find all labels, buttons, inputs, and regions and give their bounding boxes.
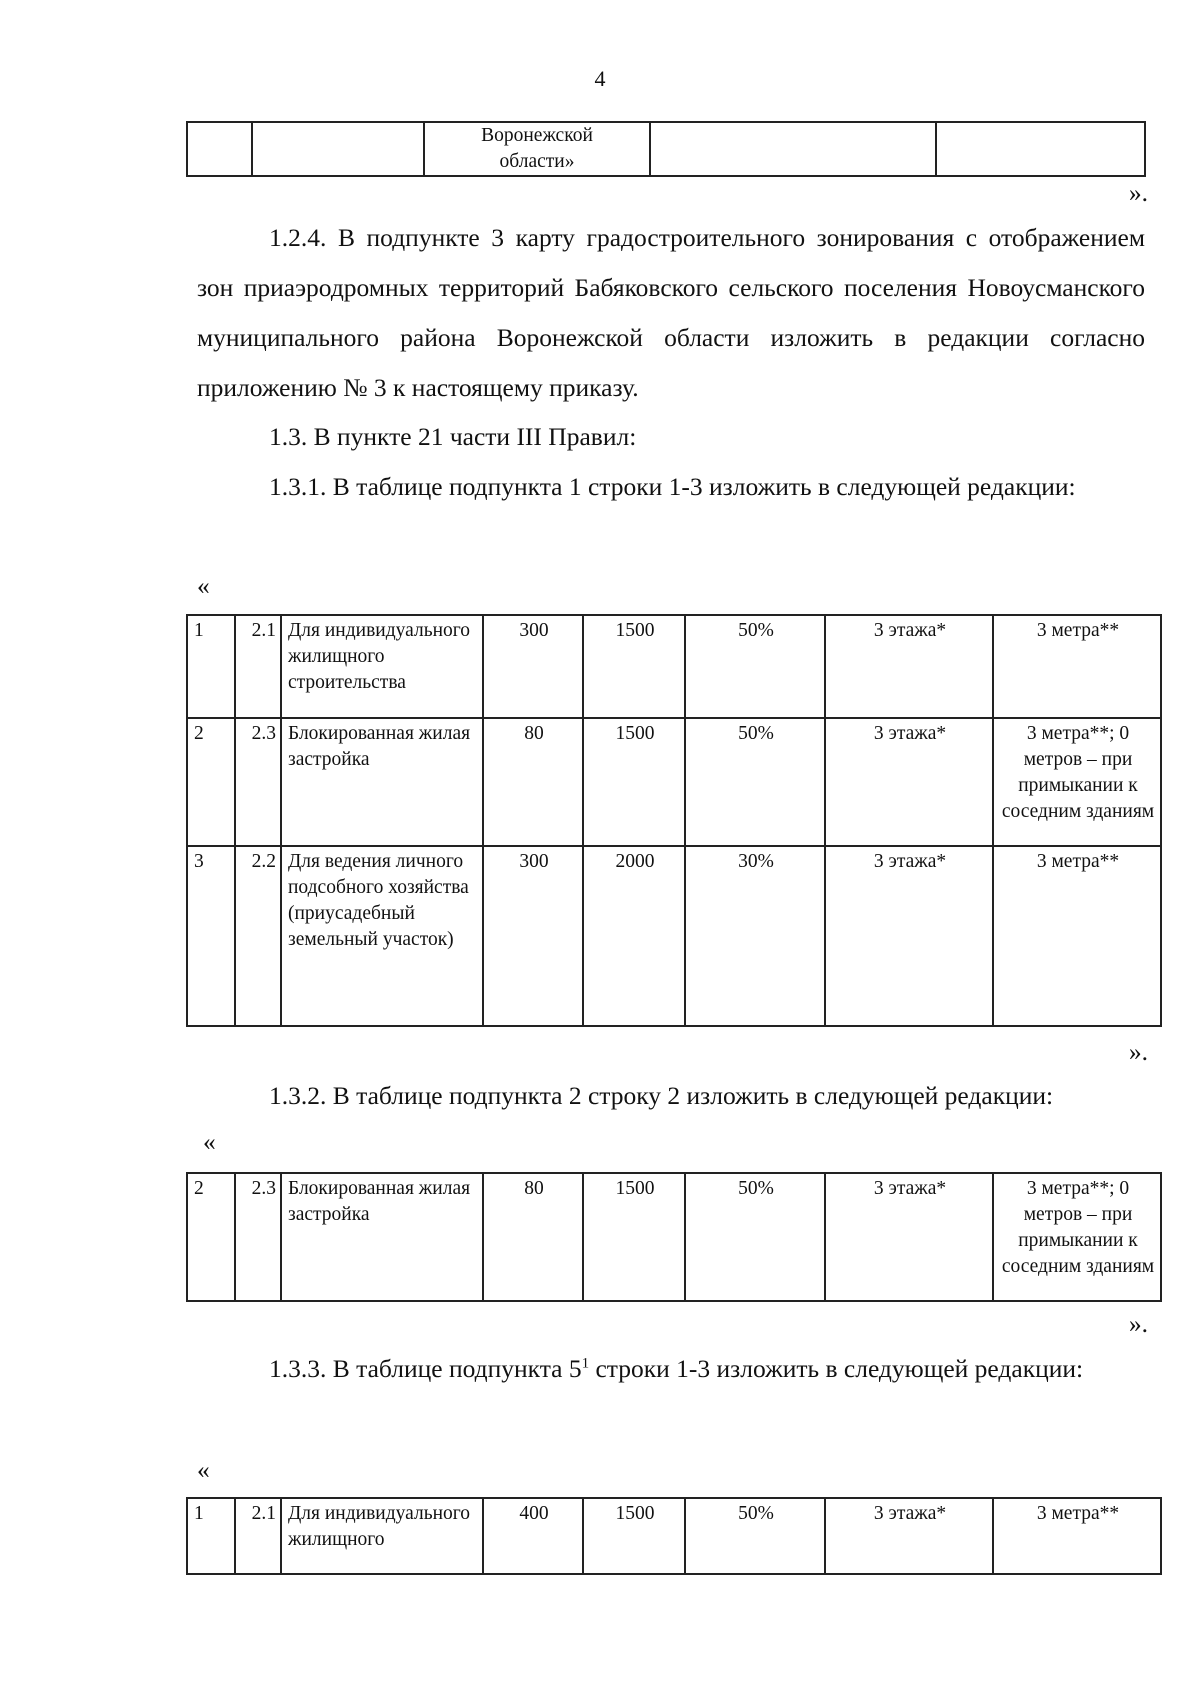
- table-cell: 1500: [583, 1498, 685, 1574]
- table-cell: 2: [187, 718, 235, 846]
- table-cell: 3 этажа*: [825, 1498, 993, 1574]
- paragraph-text: 1.3.1. В таблице подпункта 1 строки 1-3 изложить в следующей редакции:: [269, 472, 1076, 501]
- table-cell: 50%: [685, 615, 825, 718]
- table-row: [187, 718, 1161, 846]
- table-cell: 30%: [685, 846, 825, 1026]
- paragraph-text: 1.3.2. В таблице подпункта 2 строку 2 изложить в следующей редакции:: [269, 1081, 1054, 1110]
- paragraph-1-3-3: [197, 1344, 1145, 1394]
- table-row: [187, 122, 1145, 176]
- paragraph-1-3-2: [269, 1071, 1145, 1121]
- table-cell: 1500: [583, 615, 685, 718]
- table-cell: Для индивидуального жилищного строительства: [281, 615, 483, 718]
- paragraph-text: 1.2.4. В подпункте 3 карту градостроительного зонирования с отображением зон приаэродромных территорий Бабяковского сельского поселения Новоусманского муниципального района Воронежской области изложить в редакции согласно приложению № 3 к настоящему приказу.: [197, 223, 1145, 402]
- table-cell: 50%: [685, 1498, 825, 1574]
- table-subitem-2: [186, 1172, 1162, 1302]
- table-row: [187, 846, 1161, 1026]
- opening-quote: «: [203, 1127, 216, 1156]
- table-cell: Блокированная жилая застройка: [281, 718, 483, 846]
- table-cell: 2.2: [235, 846, 281, 1026]
- table-cell: 1: [187, 615, 235, 718]
- paragraph-text: 1.3. В пункте 21 части III Правил:: [269, 422, 637, 451]
- table-cell: 3 метра**: [993, 846, 1161, 1026]
- paragraph-text: 1.3.3. В таблице подпункта 5: [269, 1354, 582, 1383]
- table-row: [187, 1498, 1161, 1574]
- table-cell: 50%: [685, 718, 825, 846]
- table-cell: [187, 122, 252, 176]
- closing-quote: ».: [1128, 1309, 1148, 1338]
- table-cell: 2.3: [235, 1173, 281, 1301]
- table-cell: 400: [483, 1498, 583, 1574]
- superscript: 1: [581, 1355, 590, 1372]
- table-cell: 80: [483, 718, 583, 846]
- opening-quote: «: [197, 571, 210, 600]
- table-cell: 3: [187, 846, 235, 1026]
- table-cell: 300: [483, 846, 583, 1026]
- paragraph-1-3: [269, 412, 1145, 462]
- table-cell: Для ведения личного подсобного хозяйства (приусадебный земельный участок): [281, 846, 483, 1026]
- table-cell: Воронежской области»: [424, 122, 650, 176]
- paragraph-1-3-1: [197, 462, 1145, 512]
- table-cell: 300: [483, 615, 583, 718]
- table-cell: 1: [187, 1498, 235, 1574]
- closing-quote: ».: [1128, 178, 1148, 207]
- table-cell: 2: [187, 1173, 235, 1301]
- opening-quote: «: [197, 1455, 210, 1484]
- table-cell: 1500: [583, 1173, 685, 1301]
- table-cell: [936, 122, 1145, 176]
- table-cell: 2000: [583, 846, 685, 1026]
- table-cell: 3 метра**; 0 метров – при примыкании к соседним зданиям: [993, 718, 1161, 846]
- table-cell: [252, 122, 424, 176]
- table-subitem-1: [186, 614, 1162, 1027]
- paragraph-text: строки 1-3 изложить в следующей редакции:: [589, 1354, 1084, 1383]
- table-cell: 3 метра**: [993, 615, 1161, 718]
- table-cell: 3 метра**: [993, 1498, 1161, 1574]
- closing-quote: ».: [1128, 1037, 1148, 1066]
- table-cell: 3 этажа*: [825, 846, 993, 1026]
- table-row: [187, 1173, 1161, 1301]
- table-cell: 2.1: [235, 615, 281, 718]
- table-subitem-5-1: [186, 1497, 1162, 1575]
- table-cell: [650, 122, 936, 176]
- table-cell: 3 этажа*: [825, 718, 993, 846]
- table-cell: 3 этажа*: [825, 615, 993, 718]
- table-cell: 80: [483, 1173, 583, 1301]
- table-cell: 3 этажа*: [825, 1173, 993, 1301]
- table-cell: Для индивидуального жилищного: [281, 1498, 483, 1574]
- table-cell: 1500: [583, 718, 685, 846]
- continuation-table: [186, 121, 1146, 177]
- table-cell: 3 метра**; 0 метров – при примыкании к соседним зданиям: [993, 1173, 1161, 1301]
- table-row: [187, 615, 1161, 718]
- paragraph-1-2-4: [197, 213, 1145, 413]
- table-cell: 2.3: [235, 718, 281, 846]
- table-cell: 2.1: [235, 1498, 281, 1574]
- table-cell: Блокированная жилая застройка: [281, 1173, 483, 1301]
- page-number: 4: [594, 66, 606, 91]
- table-cell: 50%: [685, 1173, 825, 1301]
